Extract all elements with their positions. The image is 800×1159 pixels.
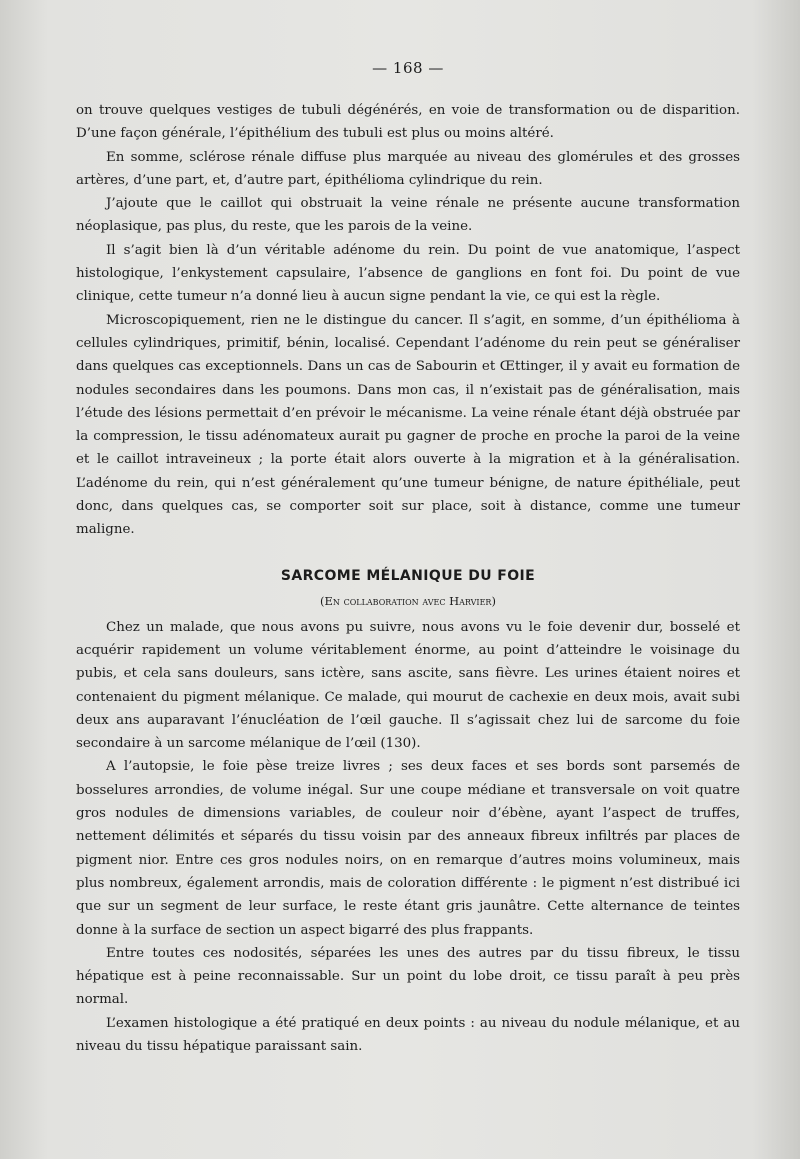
paragraph: Il s’agit bien là d’un véritable adénome du rein. Du point de vue anatomique, l’aspect histologique, l’enkystement capsulaire, l’absence de ganglions en font foi. Du point de vue clinique, cette tumeur n’a donné lieu à aucun signe pendant la vie, ce qui est la règle. [76, 242, 740, 305]
paragraph: Microscopiquement, rien ne le distingue du cancer. Il s’agit, en somme, d’un épithélioma à cellules cylindriques, primitif, bénin, localisé. Cependant l’adénome du rein peut se généraliser dans quelques cas exceptionnels. Dans un cas de Sabourin et Œttinger, il y avait eu formation de nodules secondaires dans les poumons. Dans mon cas, il n’existait pas de généralisation, mais l’étude des lésions permettait d’en prévoir le mécanisme. La veine rénale étant déjà obstruée par la compression, le tissu adénomateux aurait pu gagner de proche en proche la paroi de la veine et le caillot intraveineux ; la porte était alors ouverte à la migration et à la généralisation. L’adénome du rein, qui n’est généralement qu’une tumeur bénigne, de nature épithéliale, peut donc, dans quelques cas, se comporter soit sur place, soit à distance, comme une tumeur maligne. [76, 312, 740, 538]
paragraph: A l’autopsie, le foie pèse treize livres ; ses deux faces et ses bords sont parsemés de bosselures arrondies, de volume inégal. Sur une coupe médiane et transversale on voit quatre gros nodules de dimensions variables, de couleur noir d’ébène, ayant l’aspect de truffes, nettement délimités et séparés du tissu voisin par des anneaux fibreux infiltrés par places de pigment nior. Entre ces gros nodules noirs, on en remarque d’autres moins volumineux, mais plus nombreux, également arrondis, mais de coloration différente : le pigment n’est distribué ici que sur un segment de leur surface, le reste étant gris jaunâtre. Cette alternance de teintes donne à la surface de section un aspect bigarré des plus frappants. [76, 759, 740, 938]
page-number: — 168 — [372, 59, 444, 77]
text-block-top [76, 99, 740, 542]
text-block-bottom [76, 616, 740, 1059]
section-title: SARCOME MÉLANIQUE DU FOIE [280, 567, 536, 584]
paragraph: En somme, sclérose rénale diffuse plus marquée au niveau des glomérules et des grosses artères, d’une part, et, d’autre part, épithélioma cylindrique du rein. [76, 149, 740, 188]
paragraph: on trouve quelques vestiges de tubuli dégénérés, en voie de transformation ou de disparition. D’une façon générale, l’épithélium des tubuli est plus ou moins altéré. [76, 103, 740, 142]
paragraph: Chez un malade, que nous avons pu suivre, nous avons vu le foie devenir dur, bosselé et acquérir rapidement un volume véritablement énorme, au point d’atteindre le voisinage du pubis, et cela sans douleurs, sans ictère, sans ascite, sans fièvre. Les urines étaient noires et contenaient du pigment mélanique. Ce malade, qui mourut de cachexie en deux mois, avait subi deux ans auparavant l’énucléation de l’œil gauche. Il s’agissait chez lui de sarcome du foie secondaire à un sarcome mélanique de l’œil (130). [76, 619, 740, 752]
paragraph: J’ajoute que le caillot qui obstruait la veine rénale ne présente aucune transformation néoplasique, pas plus, du reste, que les parois de la veine. [76, 196, 740, 235]
page-content [76, 53, 740, 1058]
section-subtitle: (En collaboration avec Harvier) [320, 593, 496, 608]
paragraph: Entre toutes ces nodosités, séparées les unes des autres par du tissu fibreux, le tissu hépatique est à peine reconnaissable. Sur un point du lobe droit, ce tissu paraît à peu près normal. [76, 945, 740, 1008]
paragraph: L’examen histologique a été pratiqué en deux points : au niveau du nodule mélanique, et au niveau du tissu hépatique paraissant sain. [76, 1015, 740, 1054]
